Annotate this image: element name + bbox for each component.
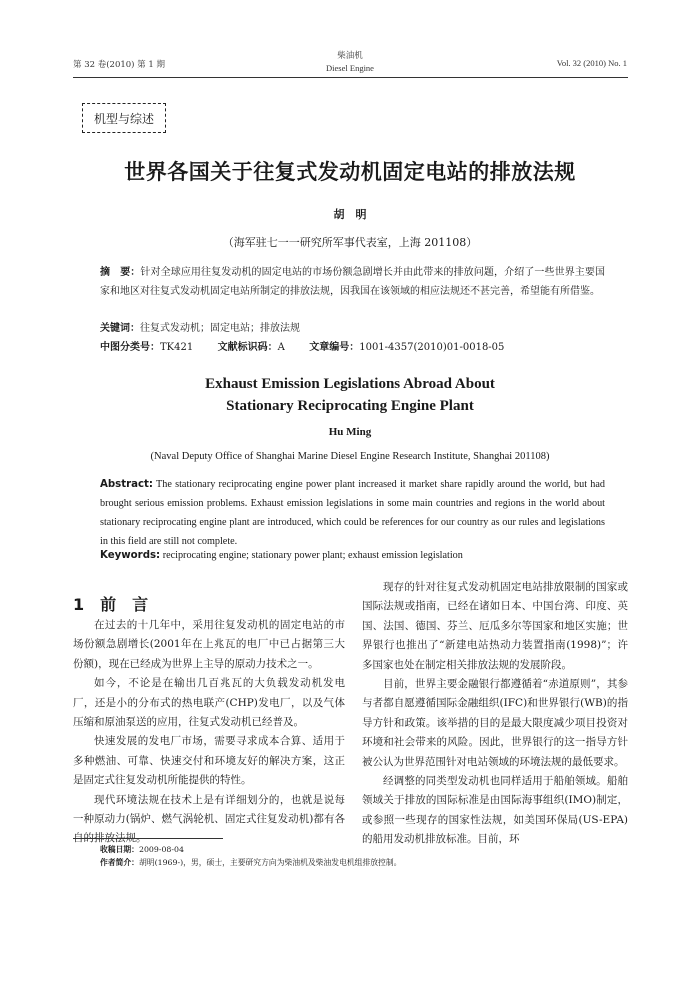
header-rule [73, 77, 628, 78]
clc-value: TK421 [160, 342, 194, 353]
abstract-en-text: The stationary reciprocating engine power plant increased it market share rapidly around the world, but had brought serious emission problems. Exhaust emission legislations in some main countries and regions in the world about stationary reciprocating engine plant are introduced, which could be references for our country as our rules and legislations in this field are still not complete. [100, 479, 605, 547]
clc-label: 中图分类号： [100, 342, 160, 353]
title-en-line2: Stationary Reciprocating Engine Plant [226, 398, 474, 414]
footnote-rule [73, 838, 223, 839]
abstract-cn-text: 针对全球应用往复发动机的固定电站的市场份额急剧增长并由此带来的排放问题，介绍了一些世界主要国家和地区对往复式发动机固定电站所制定的排放法规，因我国在该领域的相应法规还不甚完善，希望能有所借鉴。 [100, 267, 606, 297]
author-cn: 胡 明 [333, 208, 367, 221]
bio-label: 作者简介： [100, 858, 139, 867]
abstract-cn-label: 摘 要： [100, 267, 141, 278]
article-number-value: 1001-4357(2010)01-0018-05 [359, 342, 505, 353]
page-title: 世界各国关于往复式发动机固定电站的排放法规 [124, 160, 576, 184]
doc-code-label: 文献标识码： [217, 342, 278, 353]
author-en: Hu Ming [328, 426, 372, 438]
header-volume: 第 32 卷(2010) 第 1 期 [73, 60, 165, 70]
doc-code-value: A [277, 342, 285, 353]
left-paragraph: 现代环境法规在技术上是有详细划分的，也就是说每一种原动力(锅炉、燃气涡轮机、固定式往复发动机)都有各自的排放法规。 [73, 793, 345, 845]
abstract-en [100, 475, 605, 551]
header-journal-en: Diesel Engine [326, 63, 374, 73]
header-journal-cn: 柴油机 [337, 51, 363, 61]
abstract-en-label: Abstract: [100, 479, 153, 490]
classification-line [100, 338, 605, 357]
article-number-label: 文章编号： [309, 342, 360, 353]
header-journal [300, 50, 400, 74]
keywords-cn-label: 关键词： [100, 323, 140, 334]
footnote [100, 843, 620, 869]
right-paragraph: 经调整的同类型发动机也同样适用于船舶领域。船舶领域关于排放的国际标准是由国际海事组织(IMO)制定，或参照一些现存的国家性法规，如美国环保局(US-EPA)的船用发动机排放标准。目前，环 [362, 775, 628, 846]
abstract-cn [100, 263, 605, 301]
right-paragraph: 目前，世界主要金融银行都遵循着“赤道原则”，其参与者都自愿遵循国际金融组织(IFC)和世界银行(WB)的指导方针和政策。该举措的目的是最大限度减少项目投资对环境和社会带来的风险。因此，世界银行的这一指导方针被公认为世界范围针对电站领域的环境法规的最低要求。 [362, 678, 628, 768]
section-heading-intro: 1 前 言 [73, 595, 149, 614]
footnote-received [100, 843, 620, 856]
affiliation-en: (Naval Deputy Office of Shanghai Marine Diesel Engine Research Institute, Shanghai 201108) [150, 451, 550, 462]
left-paragraph: 如今，不论是在输出几百兆瓦的大负载发动机发电厂，还是小的分布式的热电联产(CHP)发电厂，以及气体压缩和原油泵送的应用，往复式发动机已经普及。 [73, 677, 345, 729]
received-value: 2009-08-04 [138, 845, 184, 854]
keywords-cn [100, 319, 605, 338]
title-en-line1: Exhaust Emission Legislations Abroad About [205, 376, 495, 392]
right-column [362, 578, 628, 850]
keywords-en [100, 546, 605, 565]
right-paragraph: 现存的针对往复式发动机固定电站排放限制的国家或国际法规或指南，已经在诸如日本、中国台湾、印度、英国、法国、德国、芬兰、厄瓜多尔等国家和地区实施；世界银行也推出了“新建电站热动力装置指南(1998)”；许多国家也处在制定相关排放法规的发展阶段。 [362, 581, 628, 671]
header-issue: Vol. 32 (2010) No. 1 [556, 58, 627, 68]
bio-value: 胡明(1969-)，男，硕士，主要研究方向为柴油机及柴油发电机组排放控制。 [138, 858, 402, 867]
left-paragraph: 快速发展的发电厂市场，需要寻求成本合算、适用于多种燃油、可靠、快速交付和环境友好的解决方案，这正是固定式往复发动机所能提供的特性。 [73, 735, 345, 787]
received-label: 收稿日期： [100, 845, 139, 854]
affiliation-cn: （海军驻七一一研究所军事代表室，上海 201108） [222, 236, 478, 249]
keywords-cn-text: 往复式发动机；固定电站；排放法规 [140, 323, 300, 334]
left-column [73, 616, 345, 849]
keywords-en-label: Keywords: [100, 550, 161, 561]
footnote-bio [100, 856, 620, 869]
keywords-en-text: reciprocating engine; stationary power plant; exhaust emission legislation [160, 550, 463, 561]
section-tag: 机型与综述 [82, 103, 166, 133]
left-paragraph: 在过去的十几年中，采用往复发动机的固定电站的市场份额急剧增长(2001年在上兆瓦的电厂中已占据第三大份额)，现在已经成为世界上主导的原动力技术之一。 [73, 619, 345, 670]
